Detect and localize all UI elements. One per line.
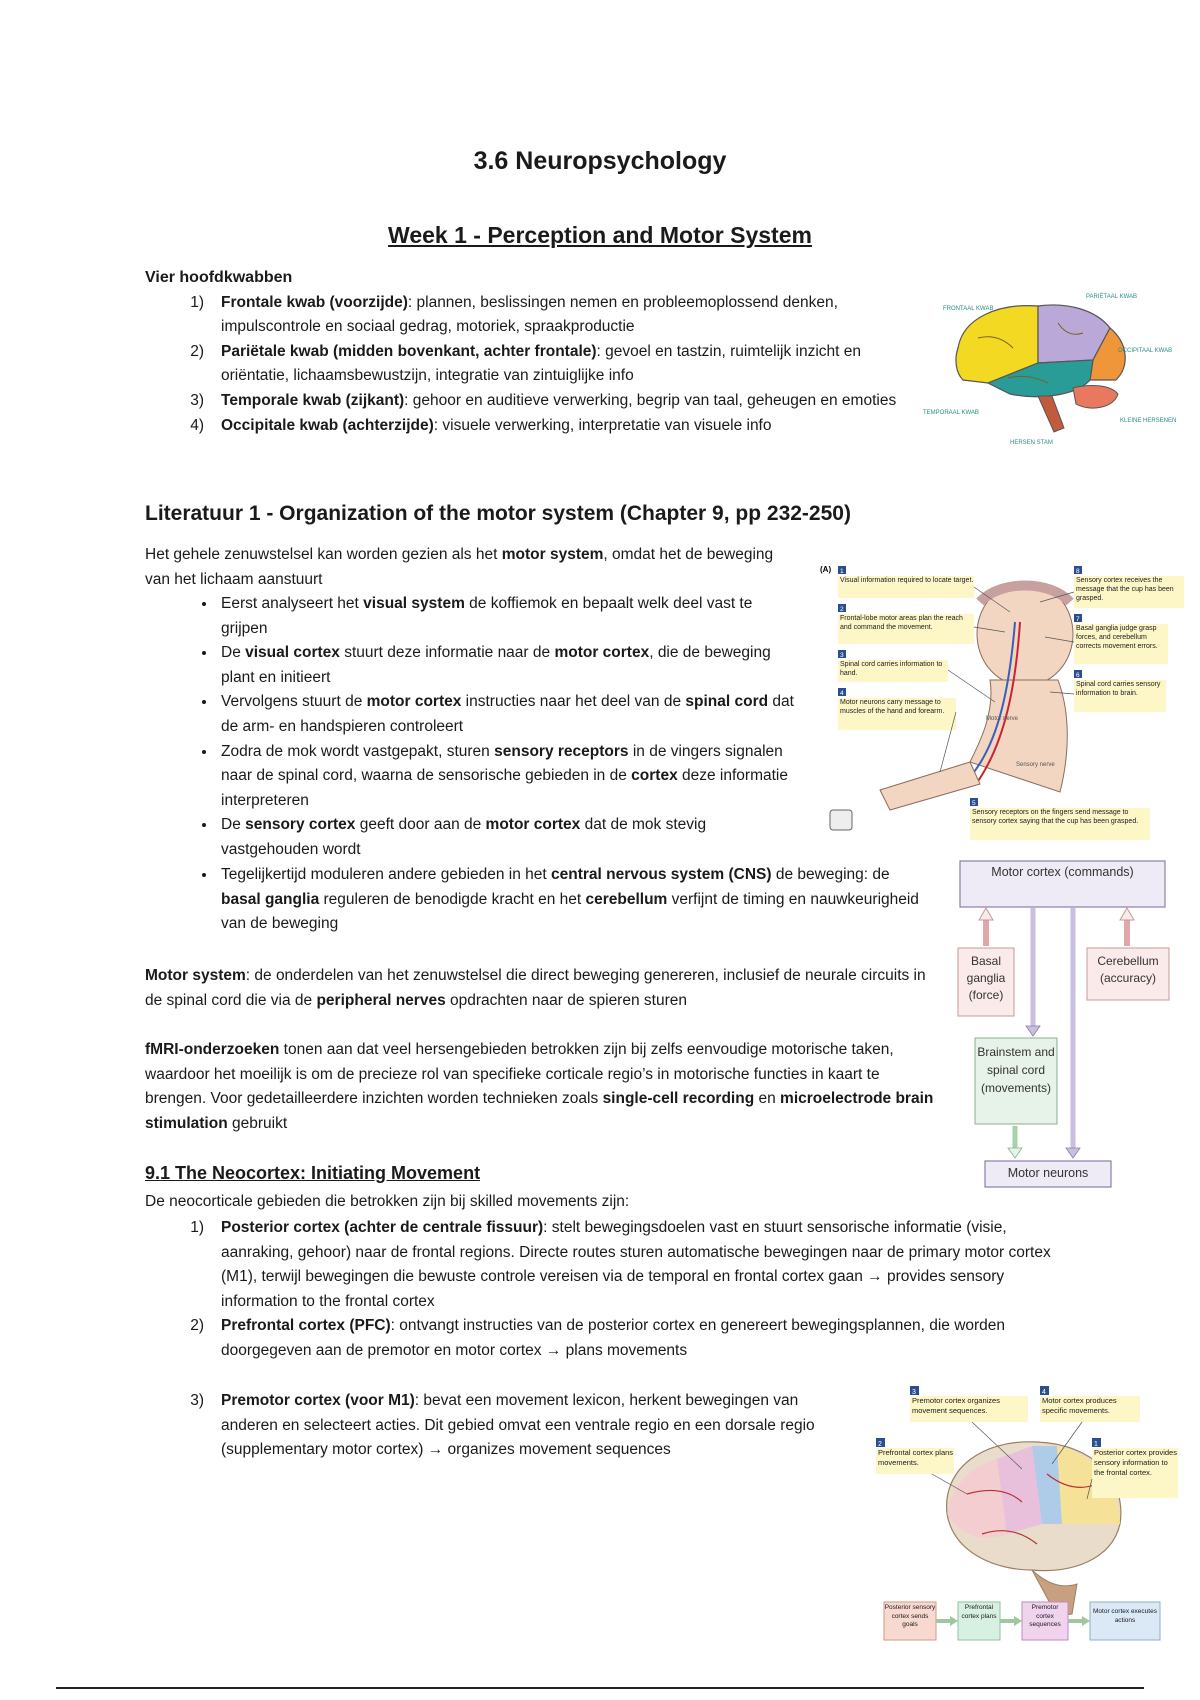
lit1-intro: Het gehele zenuwstelsel kan worden gezien als het motor system, omdat het de beweging van het lichaam aanstuurt	[145, 546, 774, 588]
list-item: • De visual cortex stuurt deze informatie naar de motor cortex, die de beweging plant en initieert	[217, 641, 795, 690]
flow-motor-neurons: Motor neurons	[1007, 1166, 1089, 1180]
svg-text:3: 3	[840, 652, 844, 659]
svg-text:5: 5	[972, 800, 976, 807]
flow-brainstem: Brainstem and spinal cord (movements)	[977, 1045, 1055, 1095]
svg-text:8: 8	[1076, 568, 1080, 575]
svg-text:1: 1	[840, 568, 844, 575]
motor-nerve-label: Motor nerve	[986, 716, 1019, 722]
fmri-paragraph: fMRI-onderzoeken tonen aan dat veel hersengebieden betrokken zijn bij zelfs eenvoudige motorische taken, waardoor het moeilijk is om de precieze rol van specifieke corticale regio’s in motorische functies in kaart te brengen. Voor gedetailleerdere inzichten worden technieken zoals single-cell recording en microelectrode brain stimulation gebruikt	[145, 1041, 934, 1132]
label-occipital: OCCIPITAAL KWAB	[1118, 348, 1173, 354]
callout-8: 8 Sensory cortex receives the message that the cup has been grasped.	[1074, 566, 1184, 610]
list-item: 3. Temporale kwab (zijkant): gehoor en auditieve verwerking, begrip van taal, geheugen en emoties	[217, 389, 905, 414]
page-title: 3.6 Neuropsychology	[473, 147, 727, 175]
lobes-heading: Vier hoofdkwabben	[145, 269, 293, 286]
flow-cerebellum: Cerebellum (accuracy)	[1097, 954, 1159, 985]
lit1-heading: Literatuur 1 - Organization of the motor system (Chapter 9, pp 232-250)	[145, 502, 851, 525]
label-frontal: FRONTAAL KWAB	[943, 306, 994, 312]
chain-prefrontal: Prefrontal cortex plans	[961, 1604, 997, 1620]
svg-text:7: 7	[1076, 616, 1080, 623]
label-temporal: TEMPORAAL KWAB	[923, 410, 979, 416]
callout-4: 4 Motor neurons carry message to muscles of the hand and forearm.	[838, 688, 956, 732]
list-item: 2. Prefrontal cortex (PFC): ontvangt instructies van de posterior cortex en genereert bewegingsplannen, die worden doorgegeven aan de premotor en motor cortex → plans movements	[217, 1314, 1075, 1363]
neo-heading: 9.1 The Neocortex: Initiating Movement	[145, 1163, 481, 1183]
neo-list-b	[145, 1389, 845, 1463]
callout-1: 1 Visual information required to locate target.	[838, 566, 974, 600]
neocortex-figure	[872, 1384, 1182, 1642]
svg-text:3: 3	[912, 1389, 916, 1396]
chain-posterior: Posterior sensory cortex sends goals	[884, 1604, 936, 1628]
list-item: 2. Pariëtale kwab (midden bovenkant, achter frontale): gevoel en tastzin, ruimtelijk inzicht en oriëntatie, lichaamsbewustzijn, integratie van zintuiglijke info	[217, 340, 905, 389]
label-cerebellum: KLEINE HERSENEN	[1120, 418, 1177, 424]
callout-b3: 3 Premotor cortex organizes movement sequences.	[910, 1386, 1028, 1424]
list-item: • De sensory cortex geeft door aan de motor cortex dat de mok stevig vastgehouden wordt	[217, 813, 795, 862]
list-item: 1. Posterior cortex (achter de centrale fissuur): stelt bewegingsdoelen vast en stuurt sensorische informatie (visie, aanraking, gehoor) naar de frontal regions. Directe routes sturen automatische bewegingen naar de primary motor cortex (M1), terwijl bewegingen die bewuste controle vereisen via de temporal en frontal cortex gaan → provides sensory information to the frontal cortex	[217, 1216, 1075, 1314]
motor-flow-diagram	[955, 858, 1177, 1190]
svg-text:4: 4	[1042, 1389, 1046, 1396]
list-item: 1. Frontale kwab (voorzijde): plannen, beslissingen nemen en probleemoplossend denken, impulscontrole en sociaal gedrag, motoriek, spraakproductie	[217, 291, 905, 340]
callout-5: 5 Sensory receptors on the fingers send message to sensory cortex saying that the cup has been grasped.	[970, 798, 1150, 842]
callout-b1: 1 Posterior cortex provides sensory information to the frontal cortex.	[1092, 1438, 1178, 1500]
label-brainstem: HERSEN STAM	[1010, 440, 1053, 446]
callout-3: 3 Spinal cord carries information to hand.	[838, 650, 948, 684]
motor-system-definition: Motor system: de onderdelen van het zenuwstelsel die direct beweging genereren, inclusief de neurale circuits in de spinal cord die via de peripheral nerves opdrachten naar de spieren sturen	[145, 967, 926, 1009]
lit1-bullets	[145, 592, 795, 863]
svg-text:6: 6	[1076, 672, 1080, 679]
list-item: • Zodra de mok wordt vastgepakt, sturen sensory receptors in de vingers signalen naar de spinal cord, waarna de sensorische gebieden in de cortex deze informatie interpreteren	[217, 740, 795, 814]
chain-premotor: Premotor cortex sequences	[1029, 1604, 1061, 1628]
list-item: 4. Occipitale kwab (achterzijde): visuele verwerking, interpretatie van visuele info	[217, 414, 905, 439]
neo-intro: De neocorticale gebieden die betrokken zijn bij skilled movements zijn:	[145, 1193, 630, 1210]
svg-text:2: 2	[840, 606, 844, 613]
label-parietal: PARIËTAAL KWAB	[1086, 294, 1138, 300]
motor-reach-figure	[820, 562, 1190, 852]
lit1-bullet-cns	[145, 863, 925, 937]
chain-motor: Motor cortex executes actions	[1093, 1608, 1157, 1624]
callout-6: 6 Spinal cord carries sensory information to brain.	[1074, 670, 1166, 714]
callout-b2: 2 Prefrontal cortex plans movements.	[876, 1438, 954, 1476]
neo-list-a	[145, 1216, 1075, 1364]
svg-text:(A): (A)	[820, 565, 832, 574]
list-item: • Tegelijkertijd moduleren andere gebieden in het central nervous system (CNS) de beweging: de basal ganglia reguleren de benodigde kracht en het cerebellum verfijnt de timing en nauwkeurigheid van de beweging	[217, 863, 925, 937]
svg-text:1: 1	[1094, 1441, 1098, 1448]
callout-b4: 4 Motor cortex produces specific movements.	[1040, 1386, 1140, 1424]
brain-lobes-figure	[918, 288, 1188, 456]
list-item: • Vervolgens stuurt de motor cortex instructies naar het deel van de spinal cord dat de arm- en handspieren controleert	[217, 690, 795, 739]
svg-text:2: 2	[878, 1441, 882, 1448]
page-subtitle: Week 1 - Perception and Motor System	[388, 222, 812, 248]
callout-2: 2 Frontal-lobe motor areas plan the reach and command the movement.	[838, 604, 974, 646]
flow-basal-ganglia: Basal ganglia (force)	[966, 954, 1006, 1002]
flow-motor-cortex: Motor cortex (commands)	[991, 865, 1134, 879]
lobes-list	[145, 291, 905, 439]
callout-7: 7 Basal ganglia judge grasp forces, and cerebellum corrects movement errors.	[1074, 614, 1168, 666]
list-item: 3. Premotor cortex (voor M1): bevat een movement lexicon, herkent bewegingen van anderen en selecteert acties. Dit gebied omvat een ventrale regio en een dorsale regio (supplementary motor cortex) → organizes movement sequences	[217, 1389, 845, 1463]
page-bottom-rule	[56, 1687, 1144, 1689]
svg-text:4: 4	[840, 690, 844, 697]
lobes-section	[145, 266, 905, 438]
list-item: • Eerst analyseert het visual system de koffiemok en bepaalt welk deel vast te grijpen	[217, 592, 795, 641]
sensory-nerve-label: Sensory nerve	[1016, 762, 1055, 768]
